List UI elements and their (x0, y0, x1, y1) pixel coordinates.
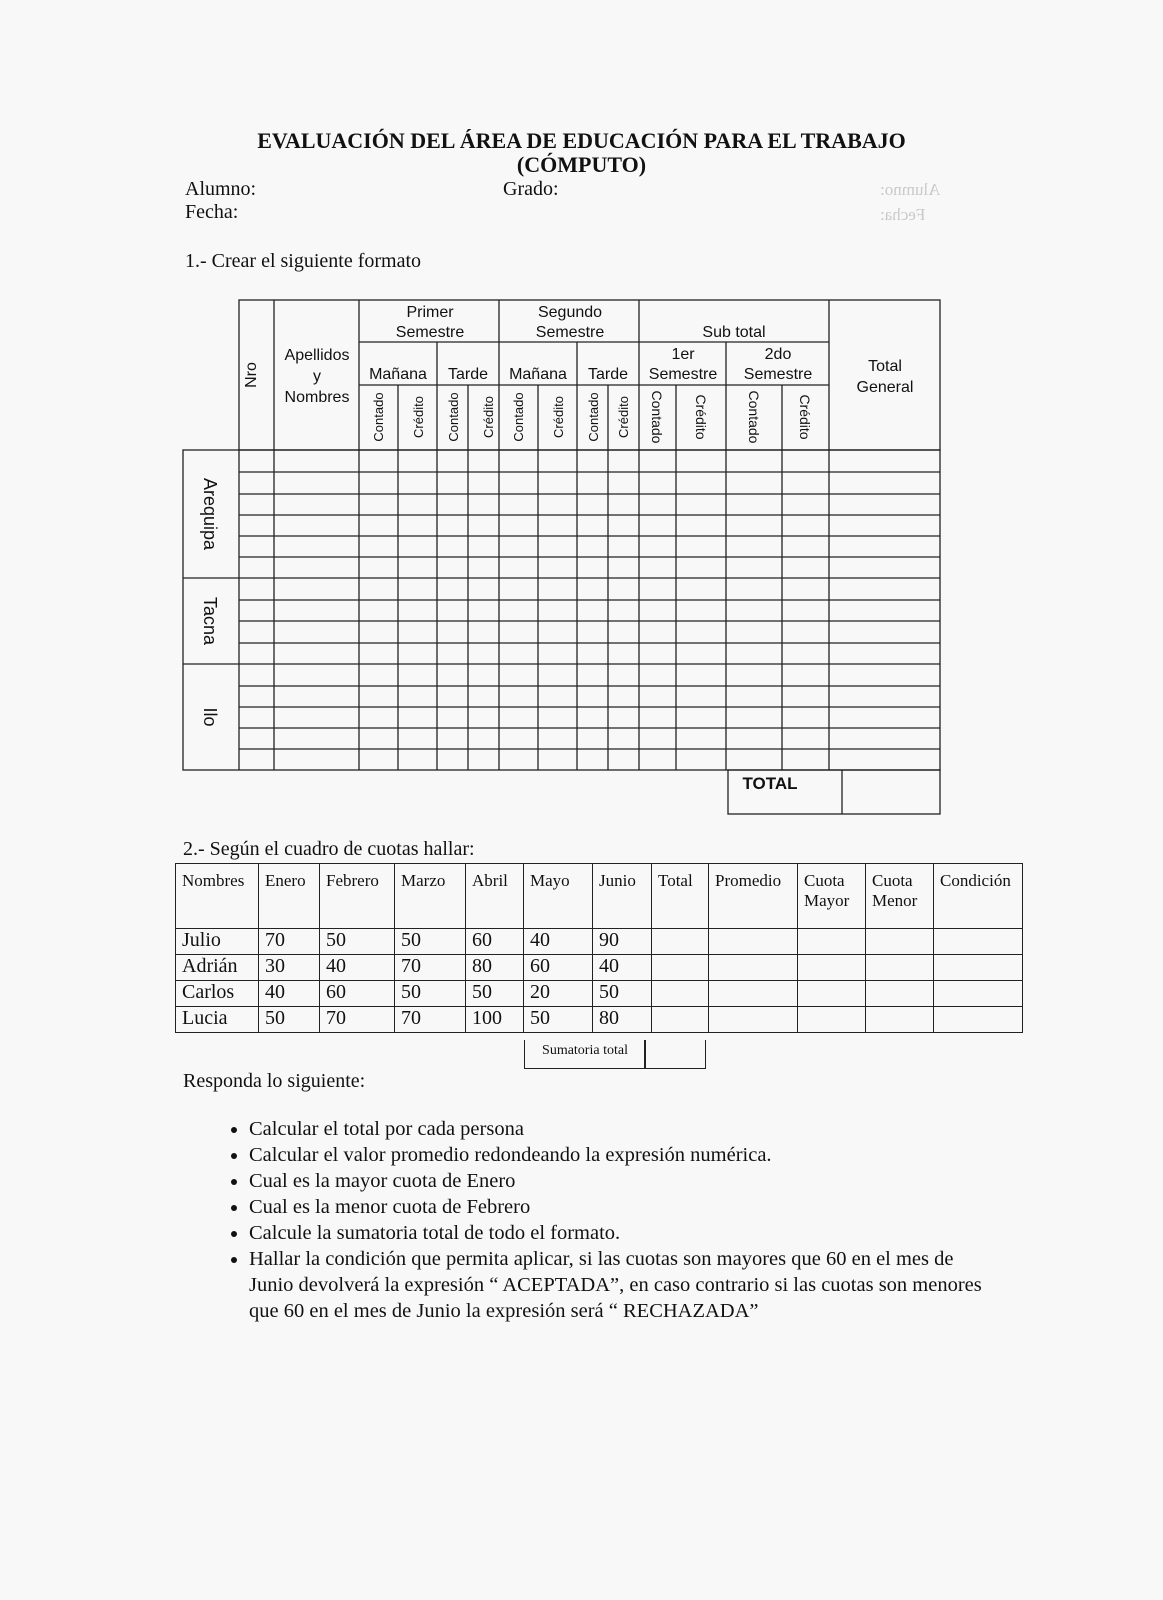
total-general-header: Total (868, 358, 902, 375)
question-item: • Calcular el valor promedio redondeando la expresión numérica. (249, 1142, 989, 1168)
header-cuota-mayor-l1: Cuota (804, 871, 845, 890)
total-general-header-2: General (856, 379, 914, 396)
leaf-header-credito: Crédito (551, 396, 566, 438)
header-promedio: Promedio (709, 864, 798, 929)
cuotas-cell-empty (652, 1007, 709, 1033)
cuotas-cell-empty (798, 981, 866, 1007)
section2-title: 2.- Según el cuadro de cuotas hallar: (183, 838, 475, 860)
leaf-header-contado: Contado (586, 392, 601, 442)
leaf-header-contado: Contado (746, 390, 762, 444)
fecha-label: Fecha: (185, 201, 239, 223)
cuotas-cell-value: 70 (320, 1007, 395, 1033)
leaf-header-contado: Contado (371, 392, 386, 442)
cuotas-cell-empty (798, 929, 866, 955)
cuotas-cell-name: Lucia (176, 1007, 259, 1033)
cuotas-row (176, 981, 1023, 1007)
bleed-through-text: Fecha: (880, 205, 926, 224)
cuotas-cell-value: 50 (395, 929, 466, 955)
cuotas-cell-value: 70 (395, 1007, 466, 1033)
cuotas-cell-value: 60 (320, 981, 395, 1007)
header-cuota-mayor (798, 864, 866, 929)
cuotas-cell-empty (866, 981, 934, 1007)
cuotas-cell-empty (709, 929, 798, 955)
cuotas-cell-empty (652, 955, 709, 981)
document-subtitle: (CÓMPUTO) (516, 152, 647, 177)
header-mayo: Mayo (524, 864, 593, 929)
cuotas-cell-value: 100 (466, 1007, 524, 1033)
cuotas-row (176, 955, 1023, 981)
segundo-semestre-header: Segundo (537, 304, 603, 321)
cuotas-cell-value: 40 (259, 981, 320, 1007)
cuotas-cell-value: 50 (524, 1007, 593, 1033)
cuotas-cell-empty (798, 1007, 866, 1033)
cuotas-cell-empty (709, 1007, 798, 1033)
header-febrero: Febrero (320, 864, 395, 929)
sumatoria-row (524, 1040, 704, 1068)
cuotas-cell-empty (934, 981, 1023, 1007)
apellidos-header-nombres: Nombres (284, 389, 350, 406)
question-item: • Cual es la menor cuota de Febrero (249, 1194, 989, 1220)
cuotas-cell-empty (934, 1007, 1023, 1033)
leaf-header-credito: Crédito (411, 396, 426, 438)
leaf-header-credito: Crédito (797, 394, 813, 440)
sumatoria-label: Sumatoria total (524, 1040, 646, 1069)
subtotal-2do-header: 2do (764, 346, 792, 363)
leaf-header-contado: Contado (649, 390, 665, 444)
apellidos-header: Apellidos (284, 347, 350, 364)
questions-list (212, 1116, 989, 1324)
primer-semestre-header: Primer (406, 304, 454, 321)
tarde-header-1: Tarde (447, 366, 489, 383)
subtotal-1er-header: 1er (671, 346, 695, 363)
cuotas-cell-empty (709, 981, 798, 1007)
document-title: EVALUACIÓN DEL ÁREA DE EDUCACIÓN PARA EL TRABAJO (257, 128, 906, 153)
cuotas-cell-empty (866, 1007, 934, 1033)
cuotas-cell-value: 60 (466, 929, 524, 955)
total-label: TOTAL (742, 774, 798, 793)
cuotas-cell-value: 40 (593, 955, 652, 981)
cuotas-row (176, 929, 1023, 955)
primer-semestre-header-2: Semestre (395, 324, 465, 341)
cuotas-cell-empty (652, 929, 709, 955)
cuotas-cell-value: 40 (524, 929, 593, 955)
cuotas-cell-value: 40 (320, 955, 395, 981)
header-marzo: Marzo (395, 864, 466, 929)
cuotas-cell-value: 50 (395, 981, 466, 1007)
cuotas-cell-value: 80 (466, 955, 524, 981)
responda-label: Responda lo siguiente: (183, 1070, 366, 1092)
nro-header: Nro (243, 362, 260, 388)
header-abril: Abril (466, 864, 524, 929)
cuotas-cell-value: 50 (320, 929, 395, 955)
cuotas-cell-value: 60 (524, 955, 593, 981)
subtotal-1er-header-2: Semestre (648, 366, 718, 383)
header-cuota-mayor-l2: Mayor (804, 891, 850, 910)
cuotas-cell-value: 80 (593, 1007, 652, 1033)
cuotas-cell-value: 50 (466, 981, 524, 1007)
leaf-header-credito: Crédito (481, 396, 496, 438)
leaf-header-contado: Contado (446, 392, 461, 442)
sub-total-header: Sub total (702, 324, 766, 341)
cuotas-cell-empty (866, 929, 934, 955)
cuotas-cell-value: 30 (259, 955, 320, 981)
leaf-header-credito: Crédito (616, 396, 631, 438)
alumno-label: Alumno: (185, 178, 257, 200)
sumatoria-value-cell (644, 1040, 706, 1069)
cuotas-cell-value: 20 (524, 981, 593, 1007)
grado-label: Grado: (503, 178, 559, 200)
question-item: • Hallar la condición que permita aplicar, si las cuotas son mayores que 60 en el mes de Junio devolverá la expresión “ ACEPTADA”, en caso contrario si las cuotas son menores que 60 en el mes de Junio la expresión será “ RECHAZADA” (249, 1246, 989, 1324)
question-item: • Cual es la mayor cuota de Enero (249, 1168, 989, 1194)
cuotas-cell-value: 50 (593, 981, 652, 1007)
header-total: Total (652, 864, 709, 929)
manana-header-1: Mañana (369, 366, 427, 383)
header-condicion: Condición (934, 864, 1023, 929)
tarde-header-2: Tarde (587, 366, 629, 383)
cuotas-cell-name: Adrián (176, 955, 259, 981)
group-ilo: Ilo (200, 707, 220, 727)
cuotas-cell-empty (652, 981, 709, 1007)
leaf-header-credito: Crédito (693, 394, 709, 440)
header-cuota-menor (866, 864, 934, 929)
cuotas-cell-empty (934, 955, 1023, 981)
header-cuota-menor-l1: Cuota (872, 871, 913, 890)
group-tacna: Tacna (200, 596, 220, 646)
question-item: • Calcular el total por cada persona (249, 1116, 989, 1142)
cuotas-header-row (176, 864, 1023, 929)
section1-title: 1.- Crear el siguiente formato (185, 250, 422, 272)
group-arequipa: Arequipa (200, 477, 220, 551)
cuotas-cell-empty (709, 955, 798, 981)
cuotas-cell-empty (798, 955, 866, 981)
subtotal-2do-header-2: Semestre (743, 366, 813, 383)
cuotas-cell-value: 50 (259, 1007, 320, 1033)
cuotas-cell-value: 70 (395, 955, 466, 981)
header-cuota-menor-l2: Menor (872, 891, 918, 910)
cuotas-row (176, 1007, 1023, 1033)
cuotas-cell-value: 70 (259, 929, 320, 955)
question-item: • Calcule la sumatoria total de todo el formato. (249, 1220, 989, 1246)
bleed-through-text: Alumno: (880, 180, 941, 199)
cuotas-cell-value: 90 (593, 929, 652, 955)
segundo-semestre-header-2: Semestre (535, 324, 605, 341)
cuotas-cell-empty (866, 955, 934, 981)
leaf-header-contado: Contado (511, 392, 526, 442)
header-enero: Enero (259, 864, 320, 929)
cuotas-cell-name: Carlos (176, 981, 259, 1007)
manana-header-2: Mañana (509, 366, 567, 383)
apellidos-header-y: y (313, 368, 321, 385)
header-nombres: Nombres (176, 864, 259, 929)
cuotas-cell-empty (934, 929, 1023, 955)
cuotas-cell-name: Julio (176, 929, 259, 955)
cuotas-table (175, 863, 1023, 1033)
header-junio: Junio (593, 864, 652, 929)
